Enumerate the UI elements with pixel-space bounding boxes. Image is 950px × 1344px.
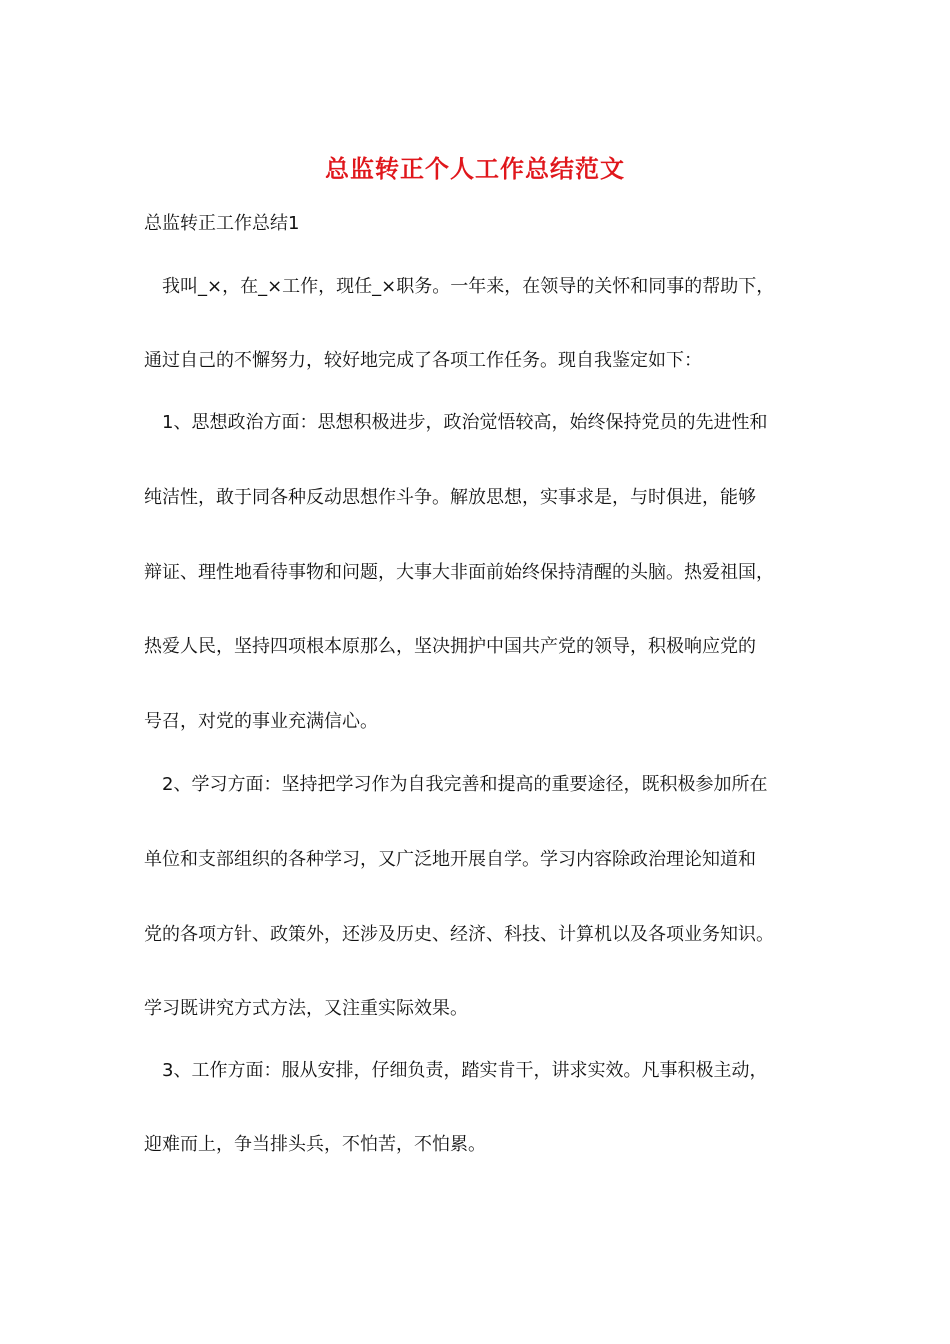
paragraph-line: 迎难而上，争当排头兵，不怕苦，不怕累。	[144, 1134, 486, 1155]
paragraph-line: 单位和支部组织的各种学习，又广泛地开展自学。学习内容除政治理论知道和	[144, 849, 756, 870]
paragraph-line: 党的各项方针、政策外，还涉及历史、经济、科技、计算机以及各项业务知识。	[144, 924, 774, 945]
paragraph-line: 纯洁性，敢于同各种反动思想作斗争。解放思想，实事求是，与时俱进，能够	[144, 487, 756, 508]
paragraph-line: 2、学习方面：坚持把学习作为自我完善和提高的重要途径，既积极参加所在	[162, 774, 768, 795]
paragraph-line: 号召，对党的事业充满信心。	[144, 711, 378, 732]
paragraph-line: 学习既讲究方式方法，又注重实际效果。	[144, 998, 468, 1019]
paragraph-line: 我叫_×，在_×工作，现任_×职务。一年来，在领导的关怀和同事的帮助下，	[162, 276, 775, 297]
paragraph-line: 热爱人民，坚持四项根本原那么，坚决拥护中国共产党的领导，积极响应党的	[144, 636, 756, 657]
paragraph-line: 辩证、理性地看待事物和问题，大事大非面前始终保持清醒的头脑。热爱祖国，	[144, 562, 774, 583]
document-title: 总监转正个人工作总结范文	[325, 154, 625, 183]
paragraph-line: 通过自己的不懈努力，较好地完成了各项工作任务。现自我鉴定如下：	[144, 350, 702, 371]
section-heading: 总监转正工作总结1	[144, 213, 300, 234]
paragraph-line: 3、工作方面：服从安排，仔细负责，踏实肯干，讲求实效。凡事积极主动，	[162, 1060, 768, 1081]
paragraph-line: 1、思想政治方面：思想积极进步，政治觉悟较高，始终保持党员的先进性和	[162, 412, 768, 433]
